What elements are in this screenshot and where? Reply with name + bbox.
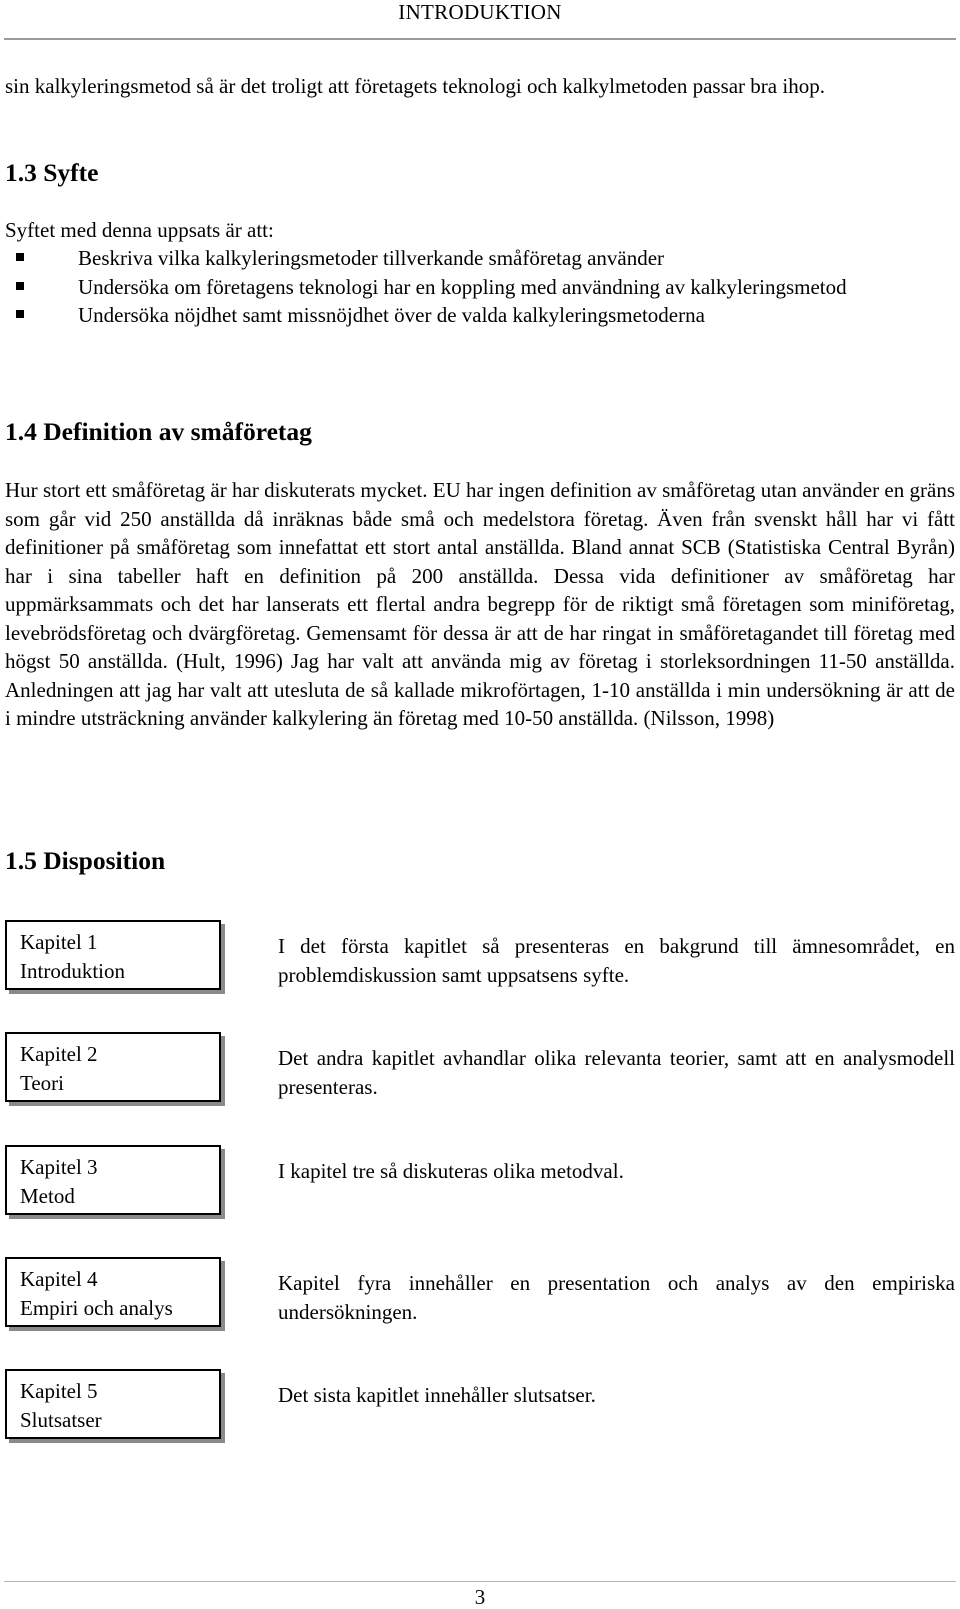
chapter-box: [5, 1145, 221, 1215]
chapter-description: I det första kapitlet så presenteras en bakgrund till ämnesområdet, en problemdiskussion samt uppsatsens syfte.: [278, 934, 955, 987]
chapter-row: [5, 1145, 955, 1227]
section-heading-disposition: 1.5 Disposition: [5, 846, 166, 875]
chapter-number: Kapitel 1: [20, 930, 98, 954]
chapter-box: [5, 920, 221, 990]
chapter-title: Metod: [20, 1183, 75, 1208]
running-header: INTRODUKTION: [398, 0, 562, 24]
chapter-title: Slutsatser: [20, 1407, 102, 1432]
footer-divider: [4, 1581, 956, 1582]
section-heading-definition: 1.4 Definition av småföretag: [5, 417, 312, 446]
list-item: [5, 301, 955, 330]
chapter-row: [5, 1257, 955, 1339]
list-item: [5, 273, 955, 302]
bullet-text: Undersöka om företagens teknologi har en koppling med användning av kalkyleringsmetod: [78, 274, 847, 299]
list-item: [5, 244, 955, 273]
section-heading-syfte: 1.3 Syfte: [5, 158, 99, 187]
chapter-row: [5, 1369, 955, 1451]
chapter-description: I kapitel tre så diskuteras olika metodval.: [278, 1159, 624, 1183]
syfte-lead-text: Syftet med denna uppsats är att:: [5, 218, 274, 242]
chapter-row: [5, 1032, 955, 1114]
chapter-description: Kapitel fyra innehåller en presentation och analys av den empiriska undersökningen.: [278, 1271, 955, 1324]
square-bullet-icon: [16, 282, 24, 290]
square-bullet-icon: [16, 253, 24, 261]
chapter-title: Introduktion: [20, 958, 125, 983]
chapter-number: Kapitel 3: [20, 1155, 98, 1179]
chapter-box: [5, 1369, 221, 1439]
intro-paragraph: sin kalkyleringsmetod så är det troligt att företagets teknologi och kalkylmetoden passar bra ihop.: [5, 74, 825, 98]
syfte-bullet-list: [5, 244, 955, 330]
page-number: 3: [474, 1585, 486, 1609]
chapter-description: Det andra kapitlet avhandlar olika relevanta teorier, samt att en analysmodell presenteras.: [278, 1046, 955, 1099]
chapter-row: [5, 920, 955, 1002]
bullet-text: Undersöka nöjdhet samt missnöjdhet över de valda kalkyleringsmetoderna: [78, 303, 705, 327]
chapter-box: [5, 1257, 221, 1327]
chapter-description: Det sista kapitlet innehåller slutsatser.: [278, 1383, 596, 1407]
square-bullet-icon: [16, 310, 24, 318]
chapter-title: Empiri och analys: [20, 1295, 173, 1320]
chapter-number: Kapitel 5: [20, 1379, 98, 1403]
chapter-title: Teori: [20, 1070, 65, 1095]
header-divider: [4, 38, 956, 40]
chapter-box: [5, 1032, 221, 1102]
chapter-number: Kapitel 4: [20, 1267, 98, 1291]
bullet-text: Beskriva vilka kalkyleringsmetoder tillverkande småföretag använder: [78, 246, 665, 270]
chapter-number: Kapitel 2: [20, 1042, 98, 1066]
definition-paragraph: Hur stort ett småföretag är har diskuterats mycket. EU har ingen definition av småföretag utan använder en gräns som går vid 250 anställda då inräknas både små och medelstora företag. Även från svenskt håll har vi fått definitioner på småföretag som innefattat ett stort antal anställda. Bland annat SCB (Statistiska Central Byrån) har i sina tabeller haft en definition på 200 anställda. Dessa vida definitioner av småföretag har uppmärksammats och det har lanserats ett flertal andra begrepp för de riktigt små företagen som miniföretag, levebrödsföretag och dvärgföretag. Gemensamt för dessa är att de har ringat in småföretagandet till företag med högst 50 anställda. (Hult, 1996) Jag har valt att använda mig av företag i storleksordningen 11-50 anställda. Anledningen att jag har valt att utesluta de så kallade mikroförtagen, 1-10 anställda i min undersökning är att de i mindre utsträckning använder kalkylering än företag med 10-50 anställda. (Nilsson, 1998): [5, 478, 955, 730]
